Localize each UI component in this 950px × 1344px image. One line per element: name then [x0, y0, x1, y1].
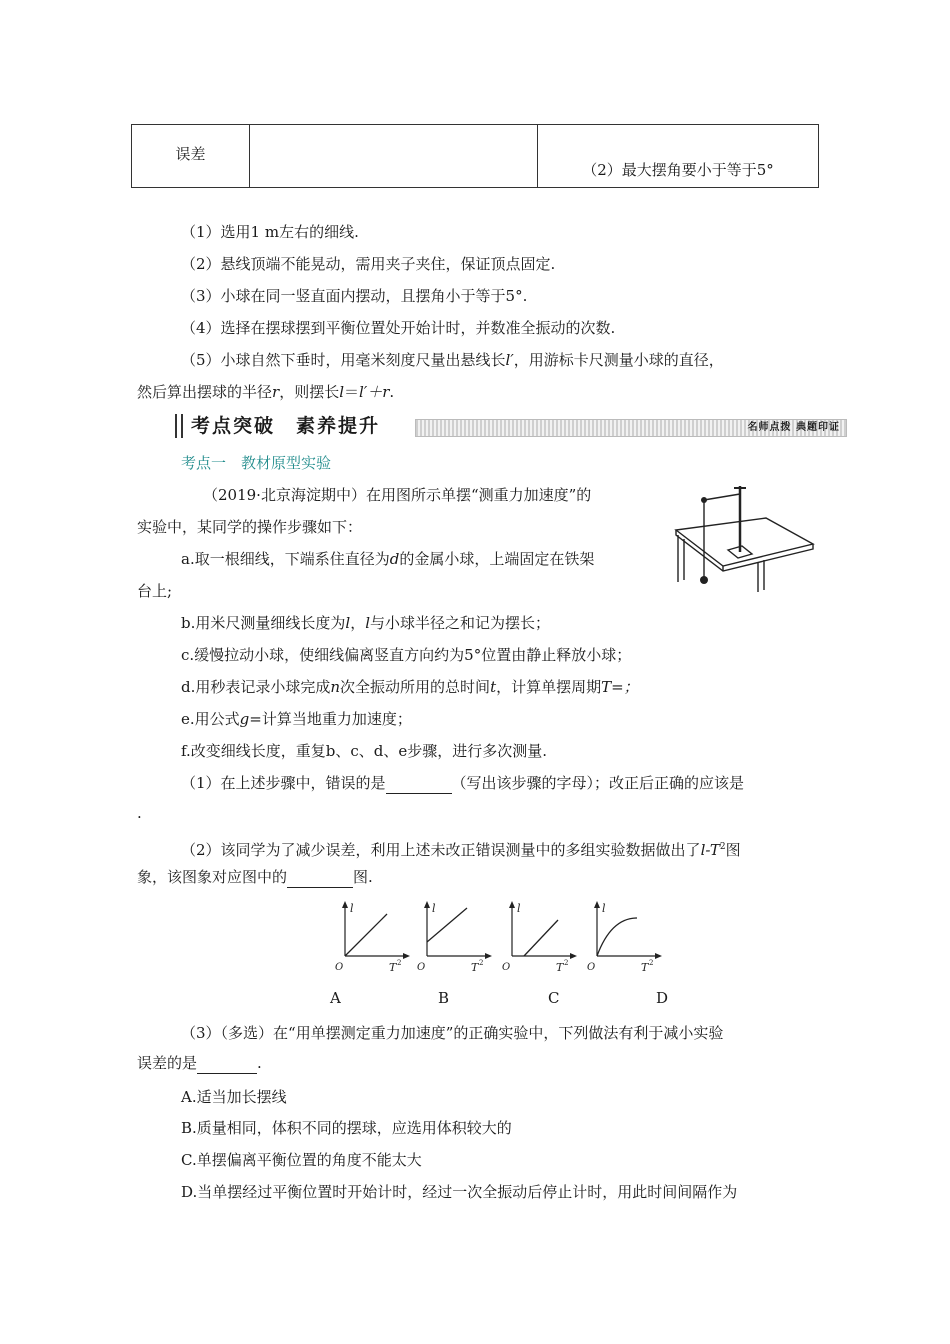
x-axis-sup: 2: [479, 959, 484, 967]
x-arrow-icon: [403, 953, 410, 959]
step-a: a.取一根细线，下端系住直径为d的金属小球，上端固定在铁架: [181, 550, 595, 568]
option-d: D.当单摆经过平衡位置时开始计时，经过一次全振动后停止计时，用此时间间隔作为: [181, 1183, 738, 1201]
y-arrow-icon: [594, 901, 600, 908]
question-3: （3）（多选）在“用单摆测定重力加速度”的正确实验中，下列做法有利于减小实验: [181, 1024, 724, 1042]
x-arrow-icon: [570, 953, 577, 959]
x-axis-sup: 2: [649, 959, 654, 967]
step-b: b.用米尺测量细线长度为l，l与小球半径之和记为摆长；: [181, 614, 551, 632]
y-axis-label: l: [350, 902, 354, 915]
question-1: （1）在上述步骤中，错误的是 （写出该步骤的字母）；改正后正确的应该是: [181, 774, 745, 792]
banner-title: 考点突破 素养提升: [191, 415, 381, 437]
graph-curve: [345, 914, 387, 956]
x-axis-label: T: [641, 961, 649, 973]
note-5: （5）小球自然下垂时，用毫米刻度尺量出悬线长l′，用游标卡尺测量小球的直径，: [181, 351, 724, 369]
banner-stripe-bar: [415, 419, 847, 437]
x-axis-sup: 2: [397, 959, 402, 967]
x-axis-sup: 2: [564, 959, 569, 967]
x-arrow-icon: [485, 953, 492, 959]
step-e: e.用公式g=计算当地重力加速度；: [181, 710, 412, 728]
note-4: （4）选择在摆球摆到平衡位置处开始计时，并数准全振动的次数.: [181, 319, 616, 337]
graph-curve: [524, 920, 558, 956]
graph-b: [415, 898, 495, 973]
graph-label-b: B: [438, 989, 450, 1007]
graph-label-a: A: [330, 989, 341, 1007]
note-3: （3）小球在同一竖直面内摆动，且摆角小于等于5°.: [181, 287, 528, 305]
origin-label: O: [417, 962, 426, 973]
graph-a: [333, 898, 413, 973]
table-right-cell: （2）最大摆角要小于等于5°: [538, 125, 819, 188]
graph-c: [500, 898, 580, 973]
banner-edge-mark: [175, 414, 183, 438]
graph-d: [585, 898, 665, 973]
step-a-cont: 台上;: [137, 582, 173, 600]
section-heading: 考点一 教材原型实验: [181, 454, 332, 472]
question-1-cont: .: [137, 804, 142, 822]
origin-label: O: [502, 962, 511, 973]
answer-blank-2[interactable]: [287, 869, 353, 888]
question-2: （2）该同学为了减少误差，利用上述未改正错误测量中的多组实验数据做出了$l-T^2$图: [181, 841, 741, 859]
y-axis-label: l: [432, 902, 436, 915]
x-axis-label: T: [556, 961, 564, 973]
note-2: （2）悬线顶端不能晃动，需用夹子夹住，保证顶点固定.: [181, 255, 556, 273]
y-axis-label: l: [517, 902, 521, 915]
step-c: c.缓慢拉动小球，使细线偏离竖直方向约为5°位置由静止释放小球；: [181, 646, 632, 664]
step-f: f.改变细线长度，重复b、c、d、e步骤，进行多次测量.: [181, 742, 548, 760]
problem-intro-1: （2019·北京海淀期中）在用图所示单摆“测重力加速度”的: [203, 486, 592, 504]
option-c: C.单摆偏离平衡位置的角度不能太大: [181, 1151, 422, 1169]
banner-subtitle: 名师点拨 典题印证: [747, 422, 840, 433]
y-axis-label: l: [602, 902, 606, 915]
note-1: （1）选用1 m左右的细线.: [181, 223, 359, 241]
note-5-cont: 然后算出摆球的半径r，则摆长l＝l′＋r.: [137, 383, 395, 401]
error-table: [131, 124, 819, 188]
pendulum-apparatus-figure: [668, 480, 818, 595]
option-a: A.适当加长摆线: [181, 1088, 287, 1106]
origin-label: O: [587, 962, 596, 973]
table-middle-cell: [250, 125, 538, 188]
question-2-cont: 象，该图象对应图中的 图.: [137, 868, 373, 886]
problem-intro-2: 实验中，某同学的操作步骤如下：: [137, 518, 363, 536]
y-arrow-icon: [509, 901, 515, 908]
y-arrow-icon: [424, 901, 430, 908]
answer-blank-1[interactable]: [386, 775, 452, 794]
origin-label: O: [335, 962, 344, 973]
x-axis-label: T: [389, 961, 397, 973]
graph-label-d: D: [656, 989, 669, 1007]
table-row-label: 误差: [132, 125, 250, 188]
option-b: B.质量相同，体积不同的摆球，应选用体积较大的: [181, 1119, 512, 1137]
graph-label-c: C: [548, 989, 560, 1007]
x-arrow-icon: [655, 953, 662, 959]
section-banner: [175, 414, 845, 438]
x-axis-label: T: [471, 961, 479, 973]
step-d: d.用秒表记录小球完成n次全振动所用的总时间t，计算单摆周期T=；: [181, 678, 639, 696]
question-3-cont: 误差的是 .: [137, 1054, 262, 1072]
graph-curve: [597, 918, 637, 956]
answer-blank-3[interactable]: [197, 1055, 257, 1074]
y-arrow-icon: [342, 901, 348, 908]
